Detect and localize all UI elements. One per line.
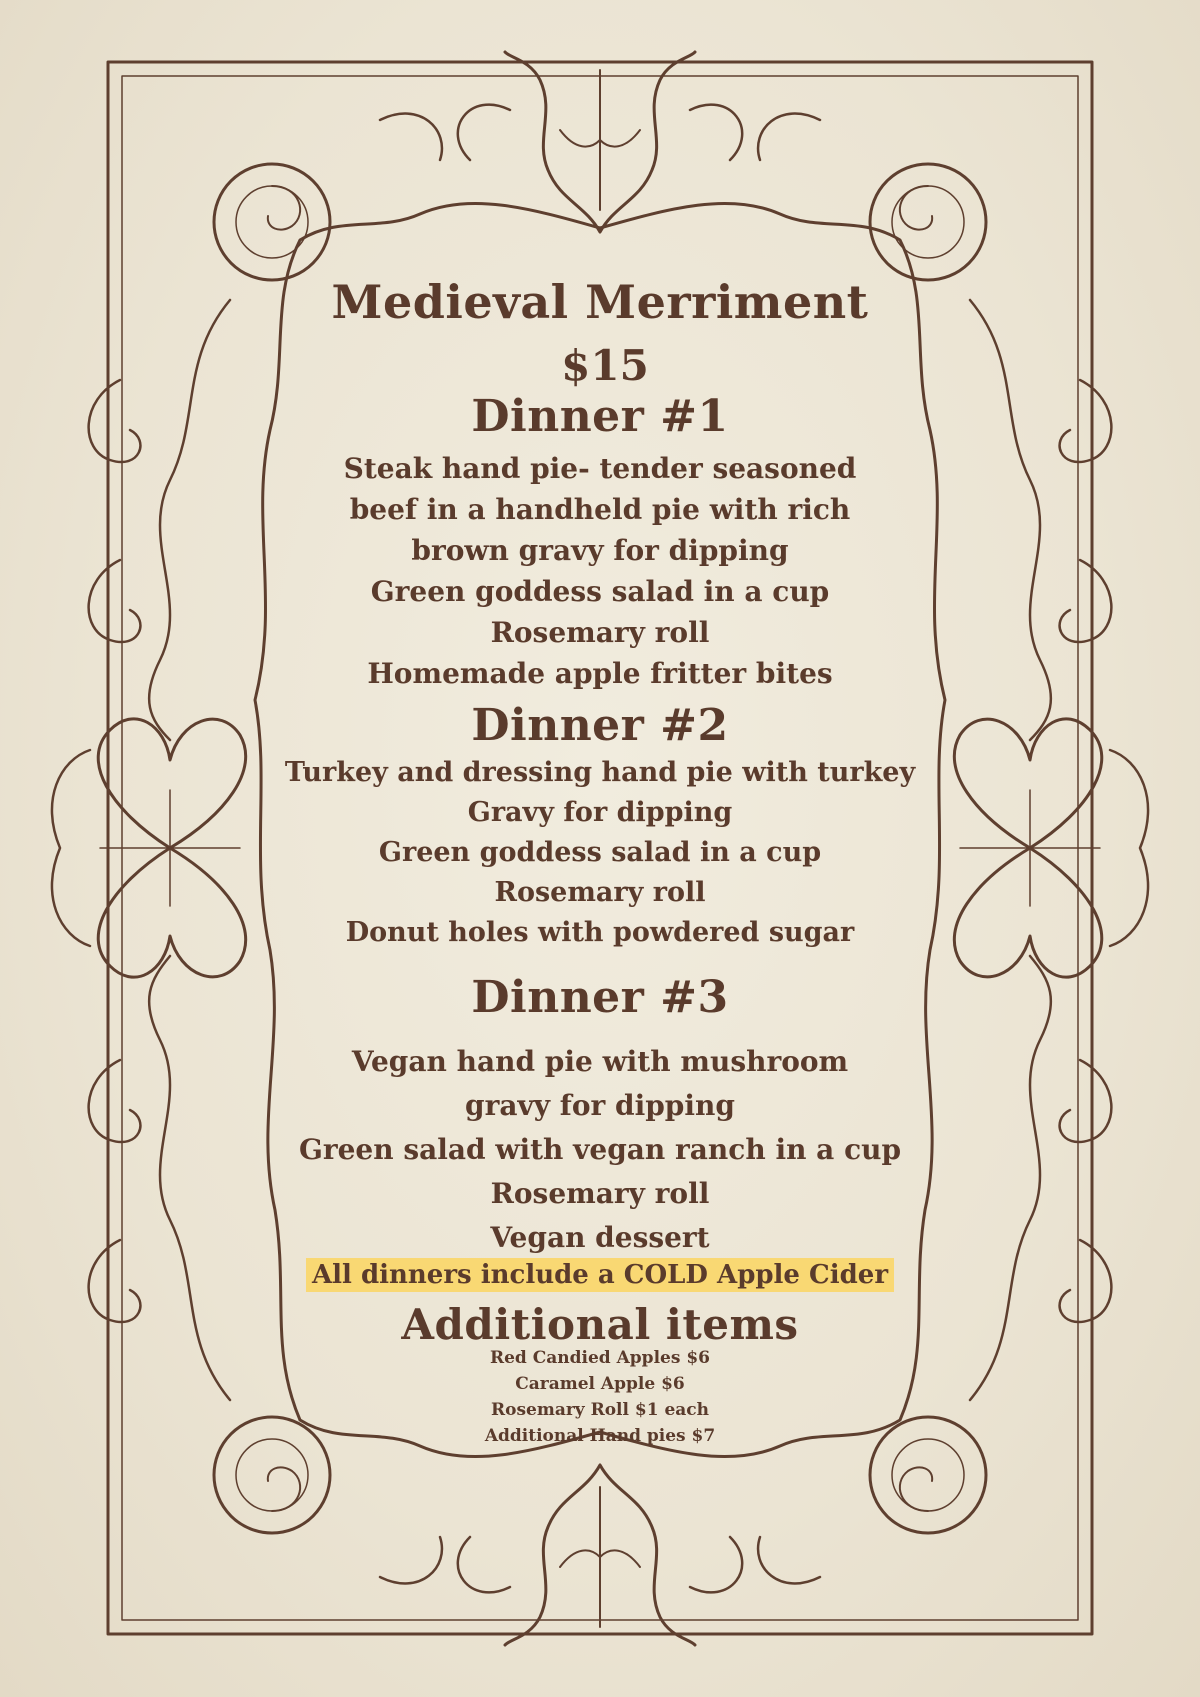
additional-items: [255, 1300, 945, 1446]
additional-item: Caramel Apple $6: [515, 1374, 685, 1394]
dinner-1-items: [255, 452, 945, 690]
menu-item: gravy for dipping: [465, 1089, 735, 1122]
dinner-3: [255, 972, 945, 1254]
left-vine: [89, 300, 230, 1400]
menu-price: $15: [561, 341, 649, 390]
right-flower: [954, 719, 1148, 977]
cider-note: All dinners include a COLD Apple Cider: [306, 1258, 894, 1292]
additional-item: Additional Hand pies $7: [484, 1426, 716, 1446]
additional-item: Red Candied Apples $6: [489, 1348, 710, 1368]
menu-item: Donut holes with powdered sugar: [345, 917, 855, 948]
menu-item: Rosemary roll: [490, 1177, 710, 1210]
menu-item: Gravy for dipping: [467, 797, 733, 828]
cider-note-row: [255, 1258, 945, 1292]
menu-item: Turkey and dressing hand pie with turkey: [284, 757, 916, 788]
menu-item: Green salad with vegan ranch in a cup: [298, 1133, 902, 1166]
dinner-2-items: [255, 759, 945, 946]
dinner-3-heading: Dinner #3: [471, 972, 729, 1023]
dinner-1-heading: Dinner #1: [471, 391, 729, 442]
menu-item: Green goddess salad in a cup: [378, 837, 822, 868]
menu-item: Vegan hand pie with mushroom: [351, 1045, 849, 1078]
bottom-crest: [380, 1465, 820, 1645]
menu-content: [255, 255, 945, 1454]
menu-item: Rosemary roll: [490, 616, 710, 649]
menu-item: brown gravy for dipping: [411, 534, 789, 567]
additional-items-list: [255, 1350, 945, 1445]
additional-items-heading: Additional items: [401, 1300, 799, 1349]
dinner-2-heading: Dinner #2: [471, 700, 729, 751]
left-flower: [52, 719, 246, 977]
dinner-1: [255, 391, 945, 690]
menu-title: Medieval Merriment: [331, 275, 869, 329]
menu-item: Steak hand pie- tender seasoned: [343, 452, 857, 485]
menu-item: Rosemary roll: [494, 877, 706, 908]
menu-item: Vegan dessert: [490, 1221, 710, 1254]
additional-item: Rosemary Roll $1 each: [490, 1400, 710, 1420]
menu-item: Green goddess salad in a cup: [370, 575, 830, 608]
menu-item: Homemade apple fritter bites: [367, 657, 833, 690]
dinner-3-items: [255, 1045, 945, 1254]
menu-item: beef in a handheld pie with rich: [349, 493, 851, 526]
dinner-2: [255, 700, 945, 948]
right-vine: [970, 300, 1111, 1400]
